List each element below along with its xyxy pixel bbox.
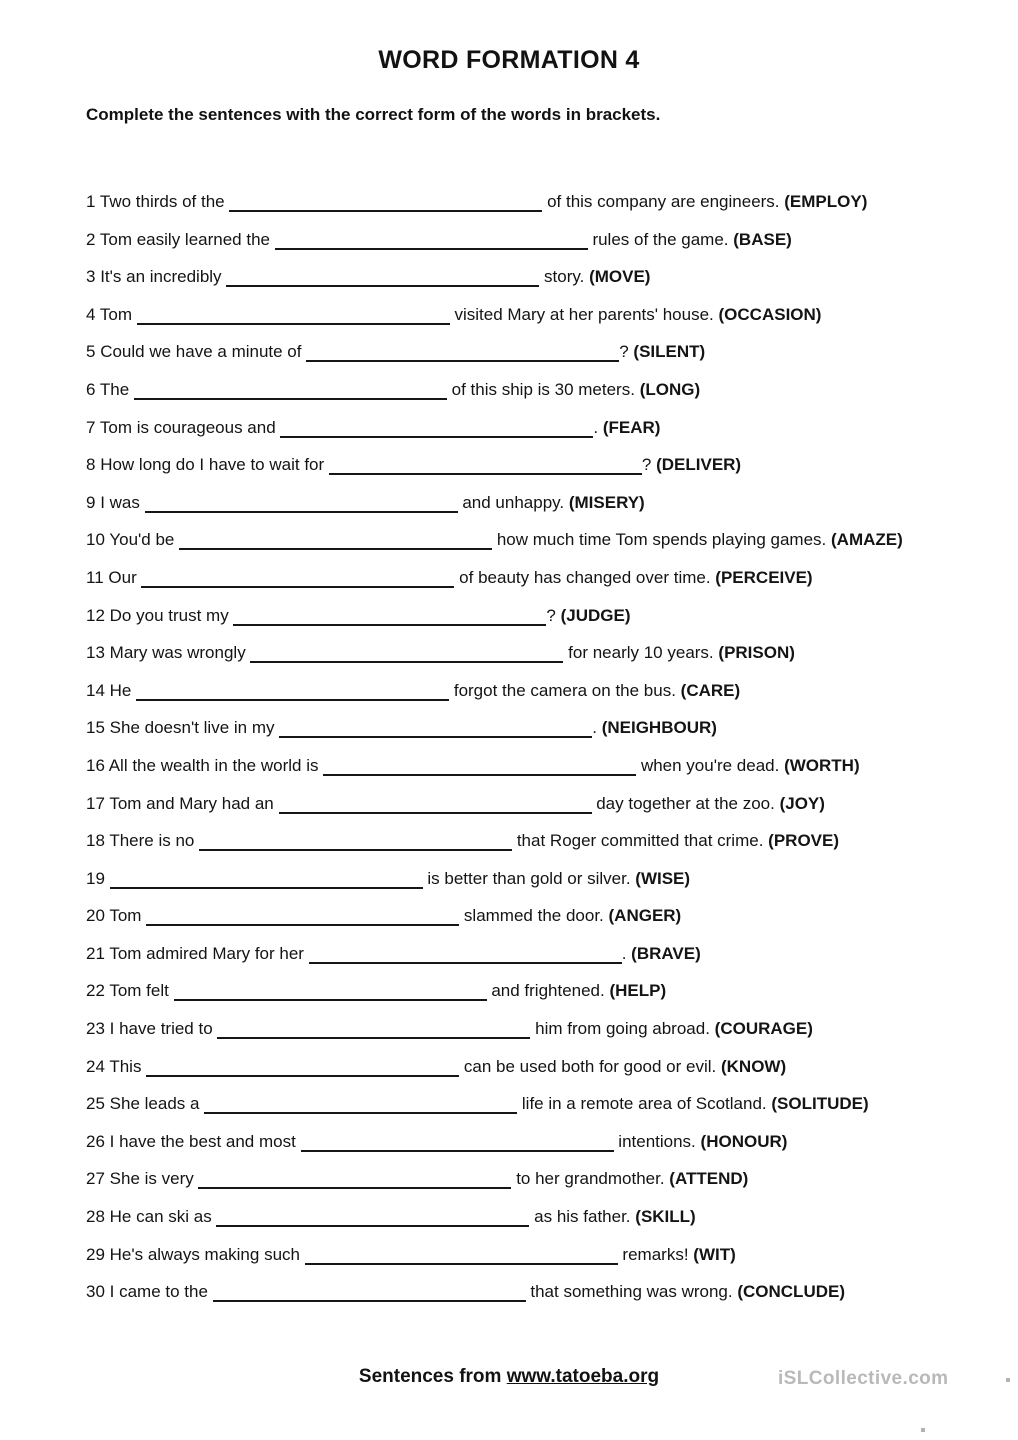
sentence-row <box>86 409 998 447</box>
bracket-word: (EMPLOY) <box>784 192 868 211</box>
answer-blank[interactable] <box>204 1100 517 1114</box>
sentence-number: 26 <box>86 1131 105 1151</box>
sentence-number: 21 <box>86 943 105 963</box>
sentence-row <box>86 597 998 635</box>
sentence-row <box>86 672 998 710</box>
bracket-word: (ANGER) <box>608 906 682 926</box>
source-prefix: Sentences from <box>358 1366 502 1387</box>
sentence-row <box>86 747 998 785</box>
answer-blank[interactable] <box>279 724 592 738</box>
sentence-before: Tom <box>99 304 137 324</box>
sentence-row <box>86 634 998 672</box>
sentence-number: 15 <box>86 718 105 738</box>
sentence-after: story. <box>539 267 585 287</box>
sentence-after: . <box>593 417 599 437</box>
sentence-number: 9 <box>86 492 96 512</box>
sentence-number: 17 <box>86 793 105 813</box>
bracket-word: (PERCEIVE) <box>715 567 813 587</box>
sentence-after: ? <box>641 455 652 475</box>
sentence-before: Tom is courageous and <box>99 417 281 437</box>
bracket-word: (JUDGE) <box>560 605 631 625</box>
bracket-word: (JOY) <box>779 793 825 813</box>
sentence-row <box>86 333 998 371</box>
sentence-row <box>86 521 998 559</box>
answer-blank[interactable] <box>309 950 622 964</box>
sentence-row <box>86 1236 998 1274</box>
sentence-number: 11 <box>86 567 104 587</box>
sentence-row <box>86 1048 998 1086</box>
sentence-after: that something was wrong. <box>525 1282 733 1302</box>
answer-blank[interactable] <box>174 987 487 1001</box>
bracket-word: (OCCASION) <box>718 304 822 324</box>
sentence-after: visited Mary at her parents' house. <box>449 304 714 324</box>
answer-blank[interactable] <box>146 1063 459 1077</box>
sentence-after: . <box>621 943 627 963</box>
bracket-word: (BASE) <box>733 229 792 249</box>
sentence-row <box>86 860 998 898</box>
sentence-after: can be used both for good or evil. <box>459 1056 717 1076</box>
sentence-number: 10 <box>86 530 105 550</box>
sentence-before: There is no <box>109 831 200 851</box>
answer-blank[interactable] <box>250 649 563 663</box>
islcollective-watermark: iSLCollective.com <box>778 1368 949 1389</box>
sentence-before: Mary was wrongly <box>109 643 251 663</box>
sentence-number: 18 <box>86 831 105 851</box>
sentence-row <box>86 183 998 221</box>
sentence-number: 6 <box>86 379 96 399</box>
bracket-word: (WORTH) <box>784 755 860 775</box>
answer-blank[interactable] <box>137 311 450 325</box>
bracket-word: (BRAVE) <box>631 943 701 963</box>
sentence-number: 27 <box>86 1169 105 1189</box>
sentence-number: 7 <box>86 417 96 437</box>
sentence-after: day together at the zoo. <box>591 793 775 813</box>
answer-blank[interactable] <box>275 236 588 250</box>
sentence-after: forgot the camera on the bus. <box>449 680 676 700</box>
sentence-row <box>86 446 998 484</box>
sentence-after: of beauty has changed over time. <box>454 567 711 587</box>
sentence-before: He's always making such <box>109 1244 305 1264</box>
sentence-row <box>86 785 998 823</box>
sentence-before: I was <box>100 492 145 512</box>
sentence-row <box>86 1010 998 1048</box>
bracket-word: (COURAGE) <box>714 1019 813 1039</box>
sentence-before: He <box>109 680 137 700</box>
answer-blank[interactable] <box>323 762 636 776</box>
sentence-before: Tom <box>109 906 147 926</box>
sentence-after: how much time Tom spends playing games. <box>492 530 827 550</box>
bracket-word: (MOVE) <box>589 267 651 287</box>
sentence-row <box>86 1273 998 1311</box>
sentence-row <box>86 221 998 259</box>
bracket-word: (AMAZE) <box>831 530 903 550</box>
answer-blank[interactable] <box>146 912 459 926</box>
bracket-word: (WISE) <box>635 868 691 888</box>
sentence-number: 28 <box>86 1207 105 1227</box>
source-link[interactable]: www.tatoeba.org <box>506 1366 660 1387</box>
answer-blank[interactable] <box>136 687 449 701</box>
sentence-number: 16 <box>86 755 105 775</box>
sentence-row <box>86 371 998 409</box>
sentence-number: 8 <box>86 455 96 475</box>
sentence-after: . <box>592 718 597 738</box>
bracket-word: (SOLITUDE) <box>771 1094 869 1114</box>
sentence-before: Tom and Mary had an <box>109 793 279 813</box>
answer-blank[interactable] <box>198 1175 511 1189</box>
answer-blank[interactable] <box>199 837 512 851</box>
sentence-before: The <box>99 379 134 399</box>
answer-blank[interactable] <box>301 1138 614 1152</box>
instructions: Complete the sentences with the correct form of the words in brackets. <box>86 105 661 124</box>
sentence-before: Our <box>108 567 142 587</box>
sentence-number: 1 <box>86 192 96 211</box>
sentence-before: I came to the <box>109 1282 213 1302</box>
bracket-word: (ATTEND) <box>669 1169 749 1189</box>
answer-blank[interactable] <box>216 1213 529 1227</box>
sentence-row <box>86 559 998 597</box>
bracket-word: (CONCLUDE) <box>737 1282 845 1302</box>
sentence-number: 19 <box>86 868 105 888</box>
sentence-row <box>86 935 998 973</box>
page-speck <box>1006 1378 1010 1382</box>
bracket-word: (SILENT) <box>633 342 706 362</box>
sentence-number: 24 <box>86 1056 105 1076</box>
answer-blank[interactable] <box>213 1288 526 1302</box>
sentence-number: 14 <box>86 680 105 700</box>
sentence-before: She doesn't live in my <box>109 718 280 738</box>
answer-blank[interactable] <box>217 1025 530 1039</box>
sentence-before: She leads a <box>109 1094 205 1114</box>
sentence-row <box>86 972 998 1010</box>
answer-blank[interactable] <box>280 424 593 438</box>
sentence-after: for nearly 10 years. <box>563 643 714 663</box>
bracket-word: (SKILL) <box>635 1207 696 1227</box>
bracket-word: (DELIVER) <box>656 455 742 475</box>
sentence-row <box>86 1198 998 1236</box>
page-speck <box>921 1428 925 1432</box>
bracket-word: (HONOUR) <box>700 1131 788 1151</box>
sentence-after: and unhappy. <box>457 492 565 512</box>
sentence-number: 4 <box>86 304 96 324</box>
sentence-before: Could we have a minute of <box>100 342 307 362</box>
sentence-number: 25 <box>86 1094 105 1114</box>
sentence-after: is better than gold or silver. <box>422 868 631 888</box>
bracket-word: (HELP) <box>609 981 667 1001</box>
page-title: WORD FORMATION 4 <box>378 46 640 74</box>
sentence-number: 29 <box>86 1244 105 1264</box>
sentence-row <box>86 897 998 935</box>
bracket-word: (KNOW) <box>720 1056 787 1076</box>
sentence-before: He can ski as <box>109 1207 217 1227</box>
answer-blank[interactable] <box>110 875 423 889</box>
sentence-list <box>86 183 998 1311</box>
sentence-before: Do you trust my <box>109 605 234 625</box>
sentence-before: I have tried to <box>109 1019 218 1039</box>
answer-blank[interactable] <box>229 198 542 212</box>
sentence-after: intentions. <box>613 1131 696 1151</box>
sentence-after: of this ship is 30 meters. <box>446 379 635 399</box>
bracket-word: (NEIGHBOUR) <box>601 718 717 738</box>
sentence-after: that Roger committed that crime. <box>512 831 764 851</box>
sentence-row <box>86 1085 998 1123</box>
answer-blank[interactable] <box>233 612 546 626</box>
answer-blank[interactable] <box>145 499 458 513</box>
sentence-after: rules of the game. <box>587 229 729 249</box>
sentence-before: You'd be <box>109 530 180 550</box>
sentence-row <box>86 484 998 522</box>
sentence-number: 23 <box>86 1019 105 1039</box>
sentence-before: Tom easily learned the <box>99 229 275 249</box>
sentence-row <box>86 1160 998 1198</box>
sentence-after: of this company are engineers. <box>542 192 780 211</box>
sentence-after: and frightened. <box>486 981 605 1001</box>
sentence-after: ? <box>619 342 629 362</box>
answer-blank[interactable] <box>179 536 492 550</box>
bracket-word: (WIT) <box>693 1244 736 1264</box>
sentence-before: How long do I have to wait for <box>100 455 329 475</box>
answer-blank[interactable] <box>306 348 619 362</box>
sentence-before: It's an incredibly <box>100 267 227 287</box>
sentence-number: 2 <box>86 229 96 249</box>
bracket-word: (CARE) <box>680 680 741 700</box>
sentence-after: slammed the door. <box>459 906 604 926</box>
sentence-after: him from going abroad. <box>530 1019 710 1039</box>
sentence-before: Tom admired Mary for her <box>109 943 309 963</box>
answer-blank[interactable] <box>226 273 539 287</box>
sentence-before: I have the best and most <box>109 1131 301 1151</box>
sentence-after: as his father. <box>529 1207 631 1227</box>
sentence-row <box>86 1123 998 1161</box>
sentence-number: 3 <box>86 267 96 287</box>
sentence-row <box>86 296 998 334</box>
sentence-after: when you're dead. <box>636 755 780 775</box>
answer-blank[interactable] <box>329 461 642 475</box>
bracket-word: (LONG) <box>639 379 701 399</box>
sentence-number: 5 <box>86 342 96 362</box>
bracket-word: (FEAR) <box>602 417 661 437</box>
answer-blank[interactable] <box>134 386 447 400</box>
sentence-before: Tom felt <box>109 981 174 1001</box>
answer-blank[interactable] <box>141 574 454 588</box>
answer-blank[interactable] <box>305 1251 618 1265</box>
sentence-number: 22 <box>86 981 105 1001</box>
sentence-row <box>86 709 998 747</box>
sentence-after: life in a remote area of Scotland. <box>517 1094 767 1114</box>
sentence-after: to her grandmother. <box>511 1169 665 1189</box>
sentence-number: 13 <box>86 643 105 663</box>
sentence-before: All the wealth in the world is <box>108 755 324 775</box>
bracket-word: (PRISON) <box>718 643 795 663</box>
sentence-number: 30 <box>86 1282 105 1302</box>
sentence-row <box>86 822 998 860</box>
bracket-word: (PROVE) <box>768 831 840 851</box>
sentence-before: This <box>109 1056 147 1076</box>
sentence-before: Two thirds of the <box>99 192 230 211</box>
sentence-number: 12 <box>86 605 105 625</box>
sentence-number: 20 <box>86 906 105 926</box>
sentence-before: She is very <box>109 1169 199 1189</box>
bracket-word: (MISERY) <box>568 492 645 512</box>
sentence-row <box>86 258 998 296</box>
sentence-after: remarks! <box>617 1244 689 1264</box>
sentence-after: ? <box>546 605 556 625</box>
answer-blank[interactable] <box>279 800 592 814</box>
